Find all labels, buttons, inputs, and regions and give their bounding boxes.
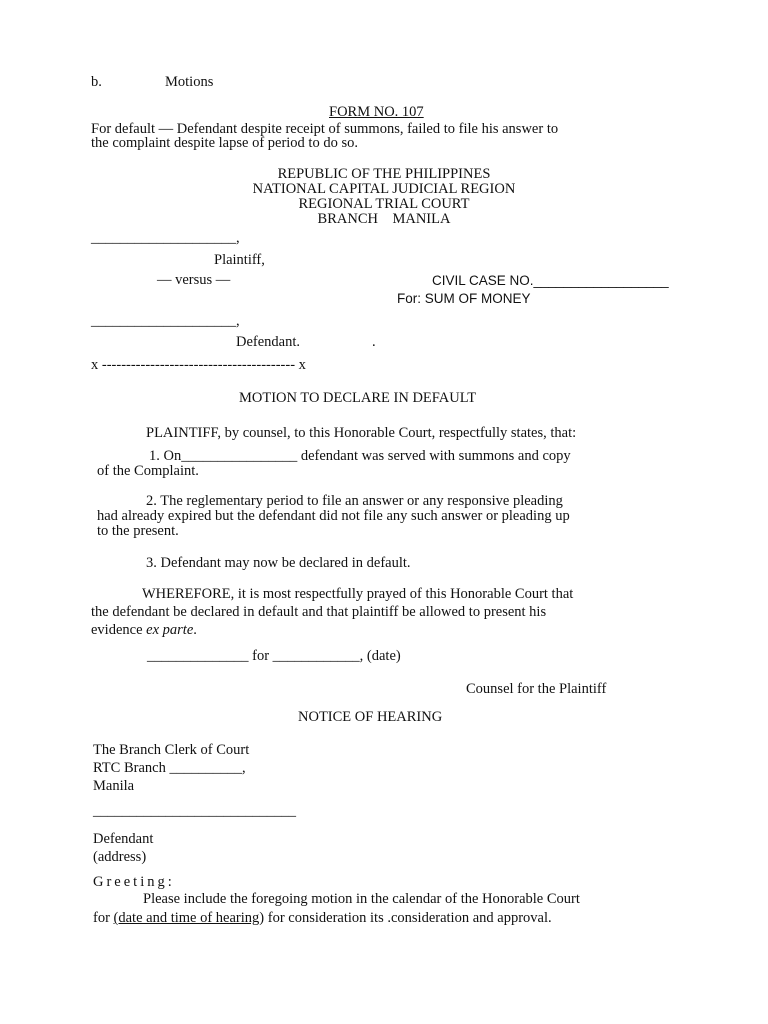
case-nature: For: SUM OF MONEY	[397, 291, 531, 306]
notice-title: NOTICE OF HEARING	[298, 709, 443, 725]
court-line-3: REGIONAL TRIAL COURT	[298, 196, 470, 212]
addressee-line-3: Manila	[93, 778, 135, 794]
paragraph-3: 3. Defendant may now be declared in default.	[146, 555, 411, 571]
plaintiff-name-blank: ____________________,	[91, 230, 240, 246]
caption-separator: x ---------------------------------------- x	[91, 357, 306, 373]
paragraph-1-line-1: 1. On________________ defendant was served with summons and copy	[149, 448, 571, 464]
defendant-dot: .	[372, 334, 376, 350]
addressee-line-1: The Branch Clerk of Court	[93, 742, 250, 758]
prayer-text: evidence	[91, 622, 147, 638]
court-line-2: NATIONAL CAPITAL JUDICIAL REGION	[252, 181, 516, 197]
defendant-name-blank: ____________________,	[91, 313, 240, 329]
notice-body-line-1: Please include the foregoing motion in the calendar of the Honorable Court	[143, 891, 580, 907]
section-letter: b.	[91, 74, 102, 90]
motion-title: MOTION TO DECLARE IN DEFAULT	[239, 390, 477, 406]
court-line-4: BRANCH MANILA	[317, 211, 451, 227]
notice-body-rest: ) for consideration its .consideration and approval.	[259, 910, 552, 926]
prayer-line-3	[91, 622, 197, 638]
form-number: FORM NO. 107	[329, 104, 424, 120]
prayer-period: .	[193, 622, 197, 638]
counsel-signature: Counsel for the Plaintiff	[466, 681, 607, 697]
court-line-1: REPUBLIC OF THE PHILIPPINES	[277, 166, 491, 182]
prayer-ex-parte: ex parte	[146, 622, 194, 638]
paragraph-2-line-1: 2. The reglementary period to file an answer or any responsive pleading	[146, 493, 563, 509]
defendant-addressee: Defendant	[93, 831, 154, 847]
versus-label: — versus —	[157, 272, 231, 288]
notice-body-line-2	[93, 910, 552, 926]
prayer-line-1: WHEREFORE, it is most respectfully prayed of this Honorable Court that	[142, 586, 574, 602]
civil-case-number: CIVIL CASE NO.__________________	[432, 273, 669, 288]
addressee-blank: ____________________________	[93, 803, 296, 819]
form-description-line2: the complaint despite lapse of period to do so.	[91, 135, 358, 151]
paragraph-2-line-3: to the present.	[97, 523, 179, 539]
hearing-date-placeholder: (date and time of hearing	[113, 910, 260, 926]
motion-intro: PLAINTIFF, by counsel, to this Honorable Court, respectfully states, that:	[146, 425, 577, 441]
defendant-address: (address)	[93, 849, 147, 865]
prayer-line-2: the defendant be declared in default and that plaintiff be allowed to present his	[91, 604, 547, 620]
paragraph-2-line-2: had already expired but the defendant did not file any such answer or pleading up	[97, 508, 570, 524]
addressee-line-2: RTC Branch __________,	[93, 760, 246, 776]
plaintiff-label: Plaintiff,	[214, 252, 265, 268]
form-description-line1: For default — Defendant despite receipt of summons, failed to file his answer to	[91, 121, 559, 137]
greeting: Greeting:	[93, 874, 175, 890]
defendant-label: Defendant.	[236, 334, 301, 350]
notice-body-for: for	[93, 910, 114, 926]
date-line: ______________ for ____________, (date)	[147, 648, 401, 664]
paragraph-1-line-2: of the Complaint.	[97, 463, 199, 479]
section-title: Motions	[165, 74, 214, 90]
